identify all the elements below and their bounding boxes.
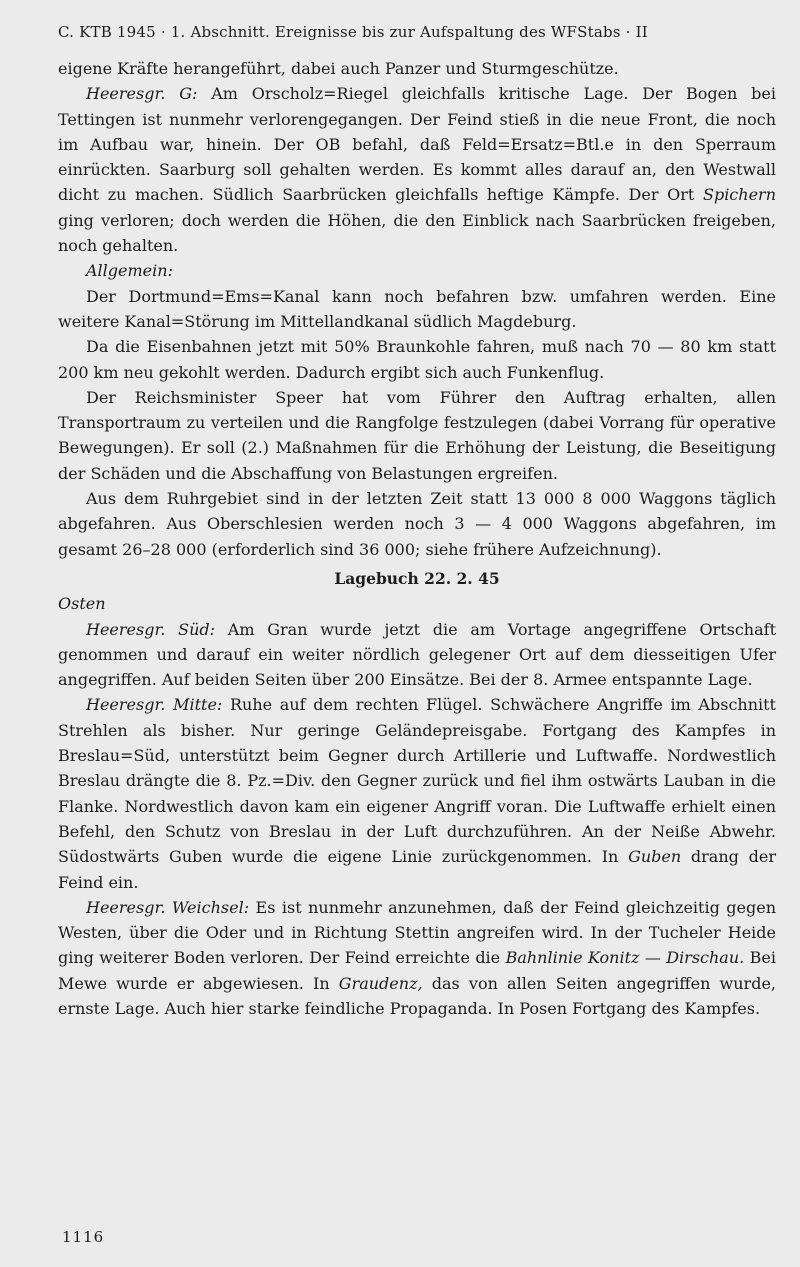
place-guben: Guben xyxy=(628,847,682,867)
paragraph-speer: Der Reichsminister Speer hat vom Führer den Auftrag erhalten, allen Transportraum zu verteilen und die Rangfolge festzulegen (dabei Vorrang für operative Bewegungen). Er soll (2.) Maßnahmen für die Erhöhung der Leistung, die Beseitigung der Schäden und die Abschaffung von Belastungen ergreifen. xyxy=(58,387,776,483)
paragraph-text: Es ist nunmehr anzunehmen, daß der Feind gleichzeitig gegen Westen, über die Oder und in Richtung Stettin angreifen wird. In der Tucheler Heide ging weiterer Boden verloren. Der Feind erreichte die xyxy=(58,897,776,968)
section-label-allgemein: Allgemein: xyxy=(86,261,173,281)
paragraph-heeresgruppe-mitte xyxy=(58,692,776,894)
place-bahnlinie: Bahnlinie Konitz — Dirschau. xyxy=(505,948,745,968)
running-header: C. KTB 1945 · 1. Abschnitt. Ereignisse bis zur Aufspaltung des WFStabs · II xyxy=(58,23,648,41)
page-number: 1116 xyxy=(62,1228,105,1246)
place-graudenz: Graudenz, xyxy=(338,973,423,993)
paragraph-heeresgruppe-g xyxy=(58,81,776,258)
paragraph-text: Ruhe auf dem rechten Flügel. Schwächere Angriffe im Abschnitt Strehlen als bisher. Nur geringe Geländepreisgabe. Fortgang des Kampfes in Breslau=Süd, unterstützt beim Gegner durch Artillerie und Luftwaffe. Nordwestlich Breslau drängte die 8. Pz.=Div. den Gegner zurück und fiel ihm ostwärts Lauban in die Flanke. Nordwestlich davon kam ein eigener Angriff voran. Die Luftwaffe erhielt einen Befehl, den Schutz von Breslau in der Luft durchzuführen. An der Neiße Abwehr. Südostwärts Guben wurde die eigene Linie zurückgenommen. In xyxy=(58,695,776,867)
section-label-mitte: Heeresgr. Mitte: xyxy=(86,695,223,715)
paragraph-waggons: Aus dem Ruhrgebiet sind in der letzten Zeit statt 13 000 8 000 Waggons täglich abgefahren. Aus Oberschlesien werden noch 3 — 4 000 Waggons abgefahren, im gesamt 26–28 000 (erforderlich sind 36 000; siehe frühere Aufzeichnung). xyxy=(58,489,776,559)
heading-osten xyxy=(58,591,776,616)
lagebuch-heading: Lagebuch 22. 2. 45 xyxy=(334,568,500,588)
paragraph-text: Am Gran wurde jetzt die am Vortage angegriffene Ortschaft genommen und darauf ein weiter nördlich gelegener Ort auf dem diesseitigen Ufer angegriffen. Auf beiden Seiten über 200 Einsätze. Bei der 8. Armee entspannte Lage. xyxy=(58,619,776,690)
paragraph-text: ging verloren; doch werden die Höhen, die den Einblick nach Saarbrücken freigeben, noch gehalten. xyxy=(58,210,776,256)
paragraph-eisenbahn: Da die Eisenbahnen jetzt mit 50% Braunkohle fahren, muß nach 70 — 80 km statt 200 km neu gekohlt werden. Dadurch ergibt sich auch Funkenflug. xyxy=(58,337,776,382)
section-label-g: Heeresgr. G: xyxy=(86,84,198,104)
paragraph-text: Bei Mewe wurde er abgewiesen. In xyxy=(58,948,776,993)
section-label-sued: Heeresgr. Süd: xyxy=(86,619,216,639)
paragraph-continuation: eigene Kräfte herangeführt, dabei auch Panzer und Sturmgeschütze. xyxy=(58,59,619,78)
paragraph-heeresgruppe-weichsel xyxy=(58,895,776,1021)
paragraph-text: das von allen Seiten angegriffen wurde, ernste Lage. Auch hier starke feindliche Propaganda. In Posen Fortgang des Kampfes. xyxy=(58,973,776,1018)
paragraph-kanal: Der Dortmund=Ems=Kanal kann noch befahren bzw. umfahren werden. Eine weitere Kanal=Störung im Mittellandkanal südlich Magdeburg. xyxy=(58,286,776,331)
paragraph-text: Am Orscholz=Riegel gleichfalls kritische Lage. Der Bogen bei Tettingen ist nunmehr verlorengegangen. Der Feind stieß in die neue Front, die noch im Aufbau war, hinein. Der OB befahl, daß Feld=Ersatz=Btl.e in den Sperraum einrückten. Saarburg soll gehalten werden. Es kommt alles darauf an, den Westwall dicht zu machen. Südlich Saarbrücken gleichfalls heftige Kämpfe. Der Ort xyxy=(58,84,776,205)
place-spichern: Spichern xyxy=(702,185,776,205)
section-label-weichsel: Heeresgr. Weichsel: xyxy=(86,897,250,917)
heading-allgemein xyxy=(58,258,776,283)
book-page xyxy=(58,22,776,1021)
paragraph-text: drang der Feind ein. xyxy=(58,847,776,892)
section-label-osten: Osten xyxy=(58,594,106,614)
paragraph-heeresgruppe-sued xyxy=(58,617,776,693)
